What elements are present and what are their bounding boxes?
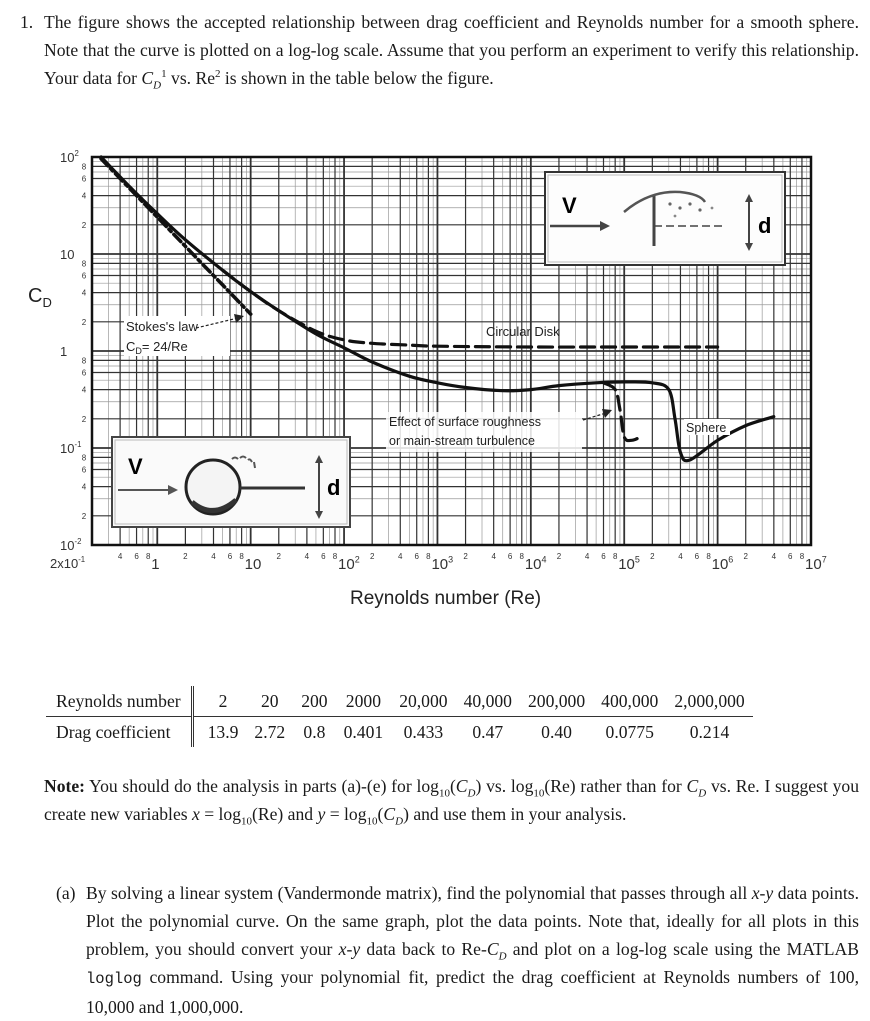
y-minor-tick-label: 6 [81,465,87,475]
table-cell: 2 [192,686,246,717]
x-tick-label: $10^4$ [524,554,547,573]
x-minor-tick-label: 4 [117,552,123,561]
x-minor-tick-label: 2 [183,552,188,561]
x-minor-tick-label: 6 [321,552,326,561]
problem-number: 1. [20,12,34,32]
x-minor-tick-label: 2 [556,552,562,561]
x-minor-tick-label: 8 [239,552,244,561]
x-tick-label: $10^7$ [805,554,827,573]
x-minor-tick-label: 6 [227,552,233,561]
x-minor-tick-label: 6 [134,552,139,561]
x-tick-label: $10^3$ [431,554,454,573]
x-minor-tick-label: 2 [276,552,282,561]
table-row-reynolds [46,686,753,717]
cd-symbol: C [141,68,154,88]
x-minor-tick-label: 4 [304,552,310,561]
note-label: Note: [44,776,86,796]
y-minor-tick-label: 4 [81,385,87,395]
y-minor-tick-label: 8 [81,356,87,366]
x-tick-label: $2x10^{-1}$ [50,555,86,571]
x-minor-tick-label: 8 [612,552,618,561]
x-minor-tick-label: 6 [694,552,700,561]
table-cell: 400,000 [593,686,666,717]
x-minor-tick-label: 6 [414,552,419,561]
y-minor-tick-label: 6 [81,368,87,378]
table-cell: 0.433 [403,721,444,742]
disk-annotation [486,324,560,339]
x-minor-tick-label: 8 [426,552,431,561]
y-minor-tick-label: 8 [81,453,87,463]
intro-text: vs. [166,68,196,88]
sphere-annotation [684,419,730,435]
table-cell: 13.9 [207,721,239,742]
cd-subscript: D [153,79,162,92]
series-line-circular-disk [223,270,718,347]
roughness-label-2: or main-stream turbulence [389,434,535,448]
code-loglog: loglog [86,970,142,988]
table-cell: 20,000 [391,686,455,717]
x-minor-tick-label: 8 [799,552,805,561]
y-tick-label: $10^2$ [60,149,79,165]
y-minor-tick-label: 4 [81,482,87,492]
x-tick-label: $10^6$ [711,554,734,573]
roughness-annotation [386,409,612,452]
table-cell: 0.40 [541,721,572,742]
x-minor-tick-label: 8 [519,552,525,561]
table-cell: 0.401 [343,721,384,742]
re-symbol: Re [195,68,216,88]
drag-chart [0,140,870,620]
table-cell: 40,000 [456,686,520,717]
x-tick-label: 1 [151,556,160,573]
y-minor-tick-label: 2 [81,317,87,327]
row-header: Reynolds number [46,686,192,717]
table-cell: 200 [293,686,335,717]
x-minor-tick-label: 4 [491,552,496,561]
x-tick-label: 10 [244,556,262,573]
x-minor-tick-label: 4 [584,552,590,561]
intro-text: is shown in the table below the figure. [220,68,494,88]
circular-disk-label: Circular Disk [486,324,560,339]
y-tick-label: 1 [60,344,68,359]
y-minor-tick-label: 2 [81,414,87,424]
table-cell: 200,000 [520,686,593,717]
table-cell: 2,000,000 [666,686,752,717]
x-minor-tick-label: 4 [211,552,216,561]
drag-coefficient-figure [0,140,870,620]
footnote-1: 1 [161,68,167,81]
y-minor-tick-label: 6 [81,174,87,184]
x-minor-tick-label: 4 [678,552,683,561]
x-minor-tick-label: 6 [507,552,513,561]
table-cell: 0.0775 [605,721,654,742]
table-cell: 0.47 [472,721,504,742]
x-minor-tick-label: 8 [145,552,151,561]
x-minor-tick-label: 4 [771,552,777,561]
footnote-2: 2 [215,68,221,81]
stokes-annotation [124,314,244,356]
part-a-text: By solving a linear system (Vandermonde matrix), find the polynomial that passes through all x-y data points. Plot the polynomial curve. On the same graph, plot the data points. Note that, ideally for all plots in this problem, you should convert your x-y data back to $Re-C_D$ and plot on a log-log scale using the MATLAB loglog command. Using your polynomial fit, predict the drag coefficient at Reynolds numbers of 100, 10,000 and 1,000,000. [86,883,859,1017]
table-cell: 2000 [336,686,392,717]
diameter-label: d [758,213,772,238]
x-minor-tick-label: 2 [650,552,655,561]
x-axis-label: Reynolds number (Re) [350,588,542,609]
x-tick-label: $10^5$ [618,554,640,573]
x-minor-tick-label: 2 [743,552,748,561]
table-cell: 20 [246,686,293,717]
sphere-label: Sphere [686,421,727,435]
y-minor-tick-label: 2 [81,220,87,230]
x-minor-tick-label: 8 [332,552,338,561]
y-minor-tick-label: 8 [81,162,87,172]
x-minor-tick-label: 2 [369,552,375,561]
series-line-stokes-s-law-c-d-24-re [101,159,251,314]
velocity-label: V [128,454,143,479]
flat-plate-inset [545,172,785,265]
velocity-label: V [562,193,577,218]
x-tick-label: $10^2$ [338,554,360,573]
x-minor-tick-label: 2 [463,552,468,561]
stokes-label: Stokes's law [126,319,198,334]
y-minor-tick-label: 2 [81,511,87,521]
problem-intro [44,8,859,92]
table-row-drag [46,717,753,748]
table-cell: 0.8 [303,721,326,742]
y-tick-label: $10^{-2}$ [60,537,82,553]
table-cell: 2.72 [254,721,286,742]
x-minor-tick-label: 4 [398,552,403,561]
data-table [46,686,753,747]
row-header: Drag coefficient [46,717,192,748]
y-tick-label: 10 [60,247,75,262]
stokes-formula: $C_D= 24/Re$ [126,339,188,356]
x-minor-tick-label: 6 [788,552,793,561]
y-tick-label: $10^{-1}$ [60,440,82,456]
y-minor-tick-label: 4 [81,288,87,298]
diameter-label: d [327,475,341,500]
x-minor-tick-label: 8 [706,552,711,561]
roughness-label-1: Effect of surface roughness [389,415,541,429]
y-minor-tick-label: 8 [81,259,87,269]
y-minor-tick-label: 4 [81,191,87,201]
note-paragraph: Note: You should do the analysis in parts (a)-(e) for $\log_{10}(C_D)$ vs. $\log_{10}(Re)$ rather than for $C_D$ vs. Re. I suggest you create new variables $x = \log_{10}(Re)$ and $y = \log_{10}(C_D)$ and use them in your analysis. [44,776,859,828]
y-minor-tick-label: 6 [81,271,87,281]
table-cell: 0.214 [689,721,730,742]
part-a-label: (a) [56,883,76,903]
x-minor-tick-label: 6 [601,552,606,561]
intro-text: The figure shows the accepted relationship between drag coefficient and Reynolds number for a smooth sphere. Note that the curve is plotted on a log-log scale. Assume that you perform an experiment to verify this relationship. Your data for [44,12,859,88]
sphere-inset [112,437,350,527]
y-axis-label: $C_D$ [28,285,52,310]
